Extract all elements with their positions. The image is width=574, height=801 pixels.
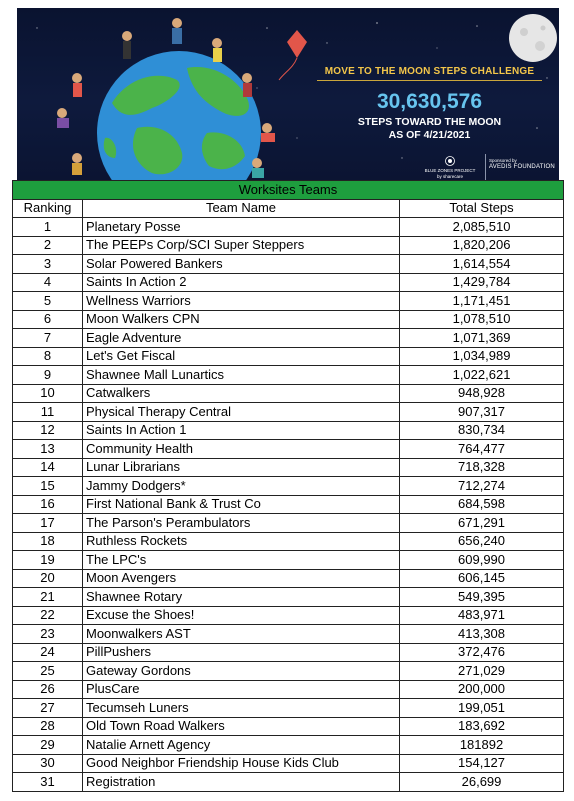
rank-cell: 22 xyxy=(13,606,83,625)
table-row xyxy=(13,421,564,440)
team-name-cell: Community Health xyxy=(83,440,400,459)
team-name-cell: The PEEPs Corp/SCI Super Steppers xyxy=(83,236,400,255)
table-row xyxy=(13,625,564,644)
kite-icon xyxy=(279,30,307,80)
steps-caption xyxy=(317,116,542,142)
avedis-logo xyxy=(489,158,559,170)
rank-cell: 1 xyxy=(13,218,83,237)
total-steps-cell: 948,928 xyxy=(400,384,564,403)
team-name-cell: Moonwalkers AST xyxy=(83,625,400,644)
ranking-header: Ranking xyxy=(13,199,83,218)
total-steps-cell: 199,051 xyxy=(400,699,564,718)
table-row xyxy=(13,366,564,385)
moon-icon xyxy=(509,14,557,62)
total-steps-cell: 718,328 xyxy=(400,458,564,477)
team-name-cell: First National Bank & Trust Co xyxy=(83,495,400,514)
rank-cell: 25 xyxy=(13,662,83,681)
total-steps-cell: 1,820,206 xyxy=(400,236,564,255)
total-steps-cell: 1,429,784 xyxy=(400,273,564,292)
table-row xyxy=(13,773,564,792)
sponsored-by-label: Sponsored by xyxy=(489,158,517,163)
rank-cell: 3 xyxy=(13,255,83,274)
total-steps-cell: 1,614,554 xyxy=(400,255,564,274)
total-steps-cell: 154,127 xyxy=(400,754,564,773)
total-steps-cell: 907,317 xyxy=(400,403,564,422)
rank-cell: 21 xyxy=(13,588,83,607)
total-steps-cell: 712,274 xyxy=(400,477,564,496)
rank-cell: 14 xyxy=(13,458,83,477)
blue-zones-name: BLUE ZONES PROJECT xyxy=(424,168,476,173)
team-name-header: Team Name xyxy=(83,199,400,218)
team-name-cell: Saints In Action 1 xyxy=(83,421,400,440)
table-row xyxy=(13,588,564,607)
total-steps-cell: 1,171,451 xyxy=(400,292,564,311)
team-name-cell: Old Town Road Walkers xyxy=(83,717,400,736)
rank-cell: 5 xyxy=(13,292,83,311)
rank-cell: 23 xyxy=(13,625,83,644)
rank-cell: 9 xyxy=(13,366,83,385)
team-name-cell: Lunar Librarians xyxy=(83,458,400,477)
team-name-cell: PlusCare xyxy=(83,680,400,699)
team-name-cell: Excuse the Shoes! xyxy=(83,606,400,625)
rank-cell: 11 xyxy=(13,403,83,422)
team-name-cell: Eagle Adventure xyxy=(83,329,400,348)
table-row xyxy=(13,310,564,329)
total-steps-cell: 549,395 xyxy=(400,588,564,607)
team-name-cell: Saints In Action 2 xyxy=(83,273,400,292)
blue-zones-logo xyxy=(420,156,480,180)
rank-cell: 15 xyxy=(13,477,83,496)
table-row xyxy=(13,754,564,773)
rank-cell: 28 xyxy=(13,717,83,736)
total-steps-cell: 830,734 xyxy=(400,421,564,440)
team-name-cell: Jammy Dodgers* xyxy=(83,477,400,496)
team-name-cell: Ruthless Rockets xyxy=(83,532,400,551)
table-title-row xyxy=(13,181,564,200)
total-steps-cell: 483,971 xyxy=(400,606,564,625)
worksites-teams-table xyxy=(12,180,564,792)
rank-cell: 10 xyxy=(13,384,83,403)
steps-caption-line-1: STEPS TOWARD THE MOON xyxy=(357,116,502,128)
team-name-cell: The Parson's Perambulators xyxy=(83,514,400,533)
total-steps-cell: 413,308 xyxy=(400,625,564,644)
team-name-cell: Moon Avengers xyxy=(83,569,400,588)
total-steps-cell: 609,990 xyxy=(400,551,564,570)
total-steps-cell: 764,477 xyxy=(400,440,564,459)
team-name-cell: Registration xyxy=(83,773,400,792)
table-row xyxy=(13,532,564,551)
table-row xyxy=(13,736,564,755)
rank-cell: 27 xyxy=(13,699,83,718)
team-name-cell: Physical Therapy Central xyxy=(83,403,400,422)
total-steps-cell: 200,000 xyxy=(400,680,564,699)
team-name-cell: Solar Powered Bankers xyxy=(83,255,400,274)
table-row xyxy=(13,699,564,718)
blue-zones-icon xyxy=(445,156,455,166)
team-name-cell: Good Neighbor Friendship House Kids Club xyxy=(83,754,400,773)
table-row xyxy=(13,606,564,625)
team-name-cell: Gateway Gordons xyxy=(83,662,400,681)
table-row xyxy=(13,662,564,681)
rank-cell: 29 xyxy=(13,736,83,755)
total-steps-cell: 1,078,510 xyxy=(400,310,564,329)
total-steps-cell: 684,598 xyxy=(400,495,564,514)
table-row xyxy=(13,236,564,255)
rank-cell: 18 xyxy=(13,532,83,551)
rank-cell: 7 xyxy=(13,329,83,348)
total-steps-cell: 1,022,621 xyxy=(400,366,564,385)
table-body xyxy=(13,218,564,792)
table-row xyxy=(13,569,564,588)
table-row xyxy=(13,347,564,366)
team-name-cell: Tecumseh Luners xyxy=(83,699,400,718)
rank-cell: 20 xyxy=(13,569,83,588)
table-row xyxy=(13,495,564,514)
rank-cell: 24 xyxy=(13,643,83,662)
blue-zones-subtitle: by sharecare xyxy=(436,174,463,179)
rank-cell: 4 xyxy=(13,273,83,292)
challenge-headline: MOVE TO THE MOON STEPS CHALLENGE xyxy=(324,66,535,77)
team-name-cell: Planetary Posse xyxy=(83,218,400,237)
table-row xyxy=(13,643,564,662)
total-steps-cell: 271,029 xyxy=(400,662,564,681)
team-name-cell: Wellness Warriors xyxy=(83,292,400,311)
table-row xyxy=(13,292,564,311)
table-row xyxy=(13,551,564,570)
table-header-row xyxy=(13,199,564,218)
rank-cell: 8 xyxy=(13,347,83,366)
rank-cell: 2 xyxy=(13,236,83,255)
table-row xyxy=(13,273,564,292)
table-row xyxy=(13,218,564,237)
avedis-foundation-name: AVEDIS FOUNDATION xyxy=(489,164,555,170)
table-row xyxy=(13,680,564,699)
total-steps-cell: 181892 xyxy=(400,736,564,755)
table-row xyxy=(13,514,564,533)
table-row xyxy=(13,255,564,274)
sponsor-divider xyxy=(485,154,486,180)
team-name-cell: The LPC's xyxy=(83,551,400,570)
total-steps-cell: 1,071,369 xyxy=(400,329,564,348)
rank-cell: 31 xyxy=(13,773,83,792)
team-name-cell: Shawnee Rotary xyxy=(83,588,400,607)
team-name-cell: Natalie Arnett Agency xyxy=(83,736,400,755)
table-row xyxy=(13,440,564,459)
team-name-cell: Shawnee Mall Lunartics xyxy=(83,366,400,385)
challenge-banner xyxy=(17,8,559,180)
table-title: Worksites Teams xyxy=(13,181,564,200)
table-row xyxy=(13,329,564,348)
steps-caption-line-2: AS OF 4/21/2021 xyxy=(388,129,471,141)
rank-cell: 16 xyxy=(13,495,83,514)
total-steps-cell: 671,291 xyxy=(400,514,564,533)
table-row xyxy=(13,384,564,403)
total-steps-count: 30,630,576 xyxy=(376,90,483,113)
rank-cell: 13 xyxy=(13,440,83,459)
table-row xyxy=(13,477,564,496)
total-steps-cell: 1,034,989 xyxy=(400,347,564,366)
rank-cell: 6 xyxy=(13,310,83,329)
team-name-cell: Moon Walkers CPN xyxy=(83,310,400,329)
earth-icon xyxy=(97,51,261,180)
total-steps-cell: 656,240 xyxy=(400,532,564,551)
total-steps-cell: 372,476 xyxy=(400,643,564,662)
table-row xyxy=(13,717,564,736)
rank-cell: 30 xyxy=(13,754,83,773)
total-steps-cell: 606,145 xyxy=(400,569,564,588)
total-steps-cell: 183,692 xyxy=(400,717,564,736)
total-steps-cell: 26,699 xyxy=(400,773,564,792)
table-row xyxy=(13,458,564,477)
total-steps-cell: 2,085,510 xyxy=(400,218,564,237)
rank-cell: 17 xyxy=(13,514,83,533)
total-steps-header: Total Steps xyxy=(400,199,564,218)
team-name-cell: PillPushers xyxy=(83,643,400,662)
rank-cell: 26 xyxy=(13,680,83,699)
table-row xyxy=(13,403,564,422)
rank-cell: 12 xyxy=(13,421,83,440)
rank-cell: 19 xyxy=(13,551,83,570)
headline-divider xyxy=(317,80,542,81)
team-name-cell: Catwalkers xyxy=(83,384,400,403)
team-name-cell: Let's Get Fiscal xyxy=(83,347,400,366)
